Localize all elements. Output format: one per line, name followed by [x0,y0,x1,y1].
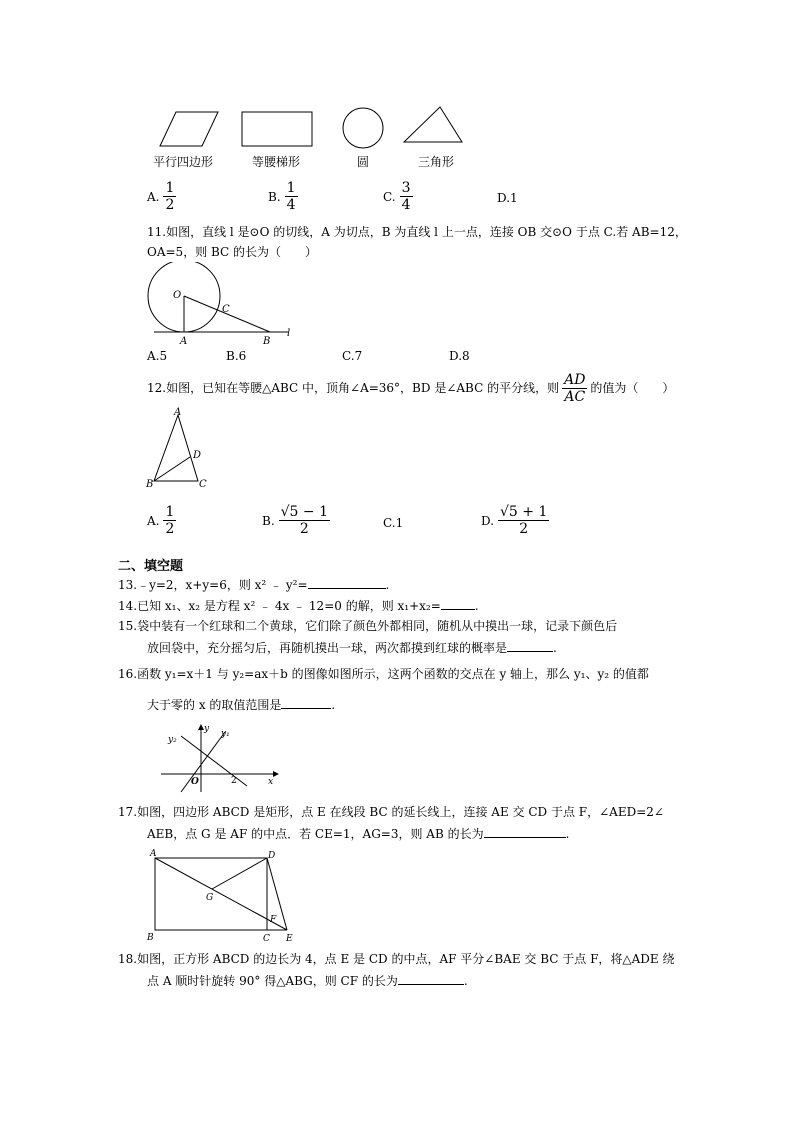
q13-text: 13.﹣y=2，x+y=6，则 x² ﹣ y²= . [118,578,390,592]
q16-line1: 16.函数 y₁=x＋1 与 y₂=ax＋b 的图像如图所示，这两个函数的交点在 y 轴上，那么 y₁、y₂ 的值都 [118,667,649,681]
q17-line1: 17.如图，四边形 ABCD 是矩形，点 E 在线段 BC 的延长线上，连接 AE 交 CD 于点 F，∠AED=2∠ [118,805,664,819]
q17-figure [142,846,302,944]
q18-line1: 18.如图，正方形 ABCD 的边长为 4，点 E 是 CD 的中点，AF 平分∠BAE 交 BC 于点 F，将△ADE 绕 [118,952,675,966]
q17-label-g: G [206,893,214,903]
q10-option-c: C. $\frac{3}{4}$ [383,180,411,213]
q11-figure [140,262,300,346]
q16-answer-blank[interactable] [281,696,331,709]
q12-option-c: C.1 [383,516,404,530]
q16-line2: 大于零的 x 的取值范围是 . [147,698,336,712]
trapezoid-shape [242,112,312,146]
q10-option-a: A. $\frac{1}{2}$ [147,180,175,213]
q12-text: 12.如图，已知在等腰△ABC 中，顶角∠A=36°，BD 是∠ABC 的平分线，则 $\frac{AD}{AC}$ 的值为（ ） [147,371,675,405]
q12-label-d: D [193,450,202,461]
q11-text-line2: OA=5，则 BC 的长为（ ） [147,245,318,259]
q16-label-y2: y₂ [168,735,177,745]
q12-label-b: B [146,479,154,490]
q12-option-a: A. $\frac{1}{2}$ [147,504,175,537]
q11-option-a: A.5 [147,349,168,363]
section-title-fill-in: 二、填空题 [118,559,184,574]
q15-line1: 15.袋中装有一个红球和二个黄球，它们除了颜色外都相同，随机从中摸出一球，记录下颜色后 [118,619,618,633]
q10-option-d: D.1 [497,191,518,205]
q12-label-c: C [199,479,207,490]
q12-figure [140,405,220,491]
q14-answer-blank[interactable] [441,597,475,610]
q17-label-a: A [150,849,157,859]
trapezoid-caption: 等腰梯形 [252,155,301,169]
triangle-caption: 三角形 [418,155,455,169]
q17-label-b: B [147,933,154,943]
q16-label-2: 2 [231,776,237,786]
q12-option-d: D. $\frac{√5 + 1}{2}$ [481,504,548,537]
q11-label-l: l [287,328,291,339]
circle-caption: 圆 [357,155,370,169]
q17-label-c: C [263,934,270,944]
q17-label-e: E [286,934,293,944]
q17-line2: AEB，点 G 是 AF 的中点．若 CE=1，AG=3，则 AB 的长为 . [147,827,570,841]
q11-option-c: C.7 [342,349,363,363]
q14-text: 14.已知 x₁、x₂ 是方程 x² ﹣ 4x ﹣ 12=0 的解，则 x₁+x₂= . [118,599,479,613]
q15-line2: 放回袋中，充分摇匀后，再随机摸出一球，两次都摸到红球的概率是 . [147,641,557,655]
q17-answer-blank[interactable] [484,825,566,838]
q11-option-b: B.6 [226,349,247,363]
q11-label-a: A [180,336,188,346]
q16-label-y: y [204,724,210,734]
q11-label-c: C [222,304,230,315]
q12-label-a: A [174,407,182,418]
q10-option-b: B. $\frac{1}{4}$ [268,180,296,213]
q17-label-d: D [268,851,276,861]
q11-option-d: D.8 [449,349,470,363]
q13-answer-blank[interactable] [308,576,386,589]
q11-label-b: B [263,336,271,346]
triangle-shape [404,107,462,142]
q16-label-x: x [268,777,274,787]
shapes-figure [150,104,470,150]
circle-shape [343,108,383,148]
q11-label-o: O [173,290,182,301]
q16-figure [155,722,280,794]
parallelogram-caption: 平行四边形 [153,155,214,169]
q18-answer-blank[interactable] [398,972,464,985]
parallelogram-shape [160,112,218,146]
q16-label-y1: y₁ [221,729,230,739]
q16-label-o: O [191,777,199,787]
q18-line2: 点 A 顺时针旋转 90° 得△ABG，则 CF 的长为 . [147,974,468,988]
q12-option-b: B. $\frac{√5 - 1}{2}$ [262,504,329,537]
q15-answer-blank[interactable] [507,639,553,652]
q17-label-f: F [270,915,277,925]
q11-text-line1: 11.如图，直线 l 是⊙O 的切线，A 为切点，B 为直线 l 上一点，连接 OB 交⊙O 于点 C.若 AB=12， [147,225,687,239]
